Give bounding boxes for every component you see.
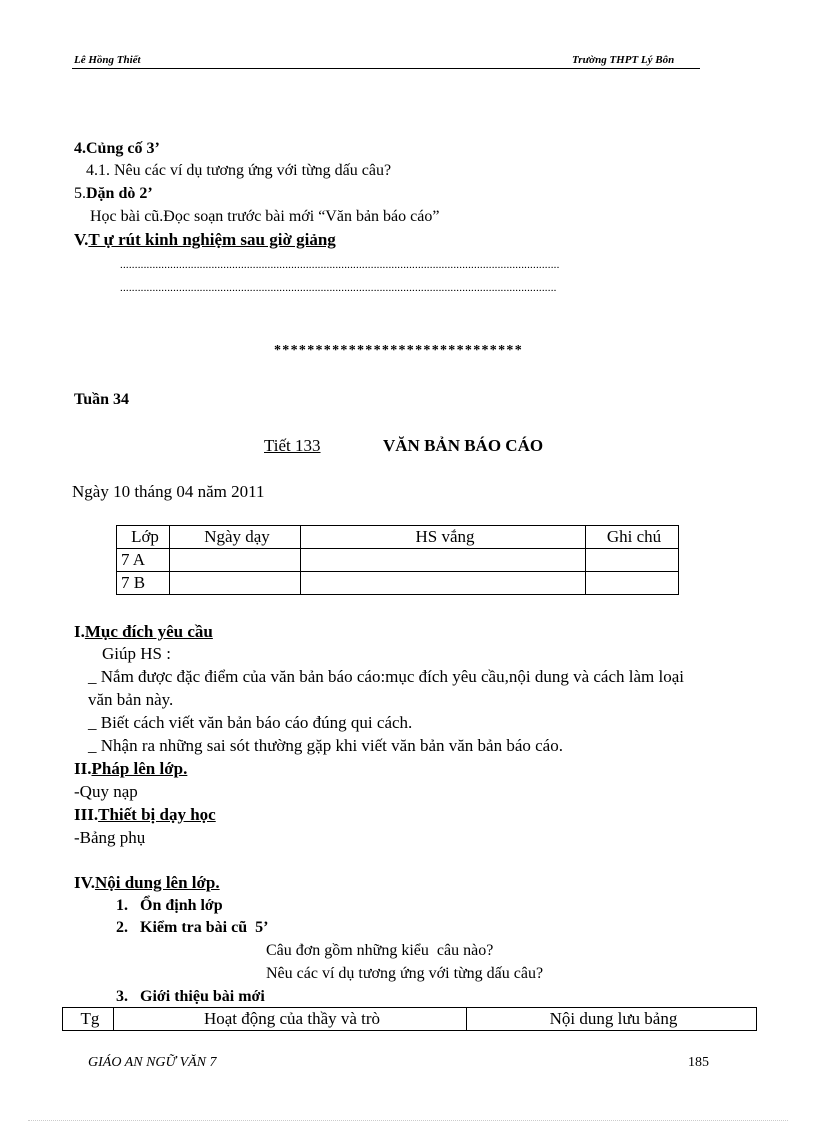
dotted-line-2: .................................................................................................................................................... xyxy=(120,282,557,294)
secI-num: I. xyxy=(74,622,85,641)
secV-title: T ự rút kinh nghiệm sau giờ giảng xyxy=(88,230,336,249)
secIII-heading xyxy=(74,805,216,825)
secV-num: V. xyxy=(74,230,89,249)
cell-absent xyxy=(301,549,586,572)
secV-heading xyxy=(74,230,336,250)
secI-intro: Giúp HS : xyxy=(102,644,171,663)
sec5-heading xyxy=(74,185,153,203)
sec5-title: Dặn dò 2’ xyxy=(86,185,153,202)
lesson-date: Ngày 10 tháng 04 năm 2011 xyxy=(72,482,265,501)
lesson-title: VĂN BẢN BÁO CÁO xyxy=(383,436,544,455)
header-rule xyxy=(72,68,700,69)
cell-class: 7 B xyxy=(117,572,170,595)
col-ghi-chu: Ghi chú xyxy=(586,526,679,549)
week-label: Tuần 34 xyxy=(74,391,129,408)
table-row xyxy=(117,572,679,595)
secIV-question-1: Câu đơn gồm những kiểu câu nào? xyxy=(266,942,494,959)
attendance-header-row xyxy=(117,526,679,549)
sec4-title: 4.Củng cố 3’ xyxy=(74,140,160,157)
cell-absent xyxy=(301,572,586,595)
cell-note xyxy=(586,572,679,595)
header-author: Lê Hồng Thiết xyxy=(74,54,141,66)
secII-heading xyxy=(74,759,187,779)
secIII-num: III. xyxy=(74,805,99,824)
secIV-step-2: 2. Kiểm tra bài cũ 5’ xyxy=(116,919,269,936)
secII-body: -Quy nạp xyxy=(74,782,138,801)
secI-bullet-2: _ Biết cách viết văn bản báo cáo đúng qui cách. xyxy=(88,713,413,732)
page-number: 185 xyxy=(688,1055,709,1070)
page-bottom-divider xyxy=(28,1120,788,1121)
secIV-step-1: 1. Ổn định lớp xyxy=(116,897,223,914)
col-ngay-day: Ngày dạy xyxy=(170,526,301,549)
secIV-num: IV. xyxy=(74,873,95,892)
secIV-heading xyxy=(74,873,220,893)
cell-note xyxy=(586,549,679,572)
secI-title: Mục đích yêu cầu xyxy=(84,622,213,641)
attendance-table xyxy=(116,525,679,595)
secII-num: II. xyxy=(74,759,92,778)
activity-header-row xyxy=(63,1008,757,1031)
secI-bullet-3: _ Nhận ra những sai sót thường gặp khi viết văn bản văn bản báo cáo. xyxy=(88,736,563,755)
secI-bullet-1b: văn bản này. xyxy=(88,690,174,709)
secIII-body: -Bảng phụ xyxy=(74,828,146,847)
col-hoat-dong: Hoạt động của thầy và trò xyxy=(114,1008,467,1031)
header-school: Trường THPT Lý Bôn xyxy=(572,54,675,66)
col-tg: Tg xyxy=(63,1008,114,1031)
cell-class: 7 A xyxy=(117,549,170,572)
secII-title: Pháp lên lớp. xyxy=(91,759,188,778)
table-row xyxy=(117,549,679,572)
secI-bullet-1a: _ Nắm được đặc điểm của văn bản báo cáo:mục đích yêu cầu,nội dung và cách làm loại xyxy=(88,667,684,686)
cell-date xyxy=(170,572,301,595)
col-lop: Lớp xyxy=(117,526,170,549)
sec5-body: Học bài cũ.Đọc soạn trước bài mới “Văn bản báo cáo” xyxy=(90,208,440,225)
secIV-question-2: Nêu các ví dụ tương ứng với từng dấu câu? xyxy=(266,965,544,982)
col-hs-vang: HS vắng xyxy=(301,526,586,549)
sec4-item: 4.1. Nêu các ví dụ tương ứng với từng dấu câu? xyxy=(86,162,392,179)
sec5-num: 5. xyxy=(74,185,86,202)
secIV-step-3: 3. Giới thiệu bài mới xyxy=(116,988,265,1005)
secIII-title: Thiết bị dạy học xyxy=(98,805,216,824)
dotted-line-1: ..................................................................................................................................................... xyxy=(120,259,560,271)
lesson-period: Tiết 133 xyxy=(264,436,321,455)
secIV-title: Nội dung lên lớp. xyxy=(94,873,220,892)
activity-table xyxy=(62,1007,757,1031)
footer-title: GIÁO AN NGỮ VĂN 7 xyxy=(88,1055,217,1070)
secI-heading xyxy=(74,622,213,642)
star-separator: ****************************** xyxy=(274,343,523,358)
cell-date xyxy=(170,549,301,572)
col-noi-dung: Nội dung lưu bảng xyxy=(467,1008,757,1031)
